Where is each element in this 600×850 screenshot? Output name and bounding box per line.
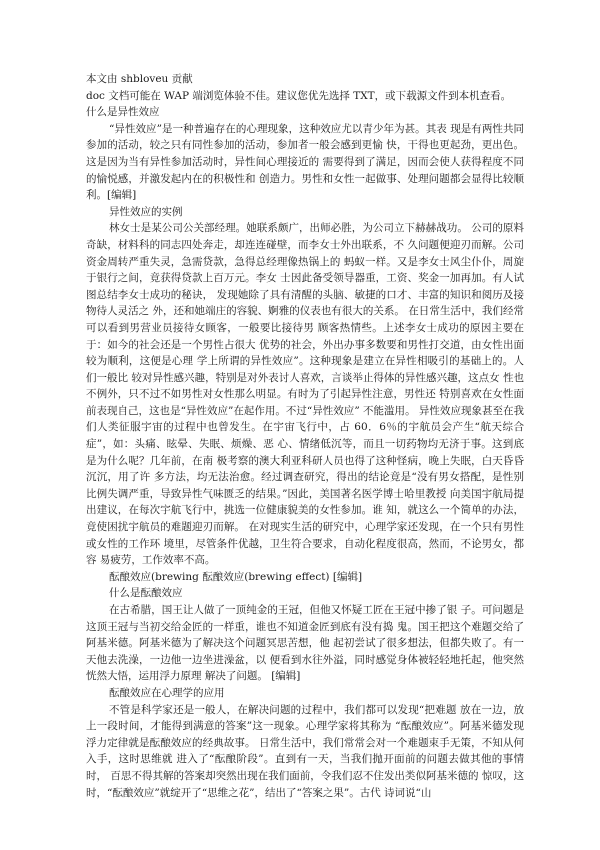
- document-body: [86, 71, 524, 801]
- paragraph-archimedes-story: [86, 602, 524, 685]
- section-heading-opposite-sex-examples: 异性效应的实例: [109, 205, 183, 218]
- edit-link[interactable]: [编辑]: [107, 189, 137, 202]
- contributor-line: 本文由 shbloveu 贡献: [86, 73, 193, 85]
- paragraph-text: “异性效应”是一种普遍存在的心理现象，这种效应尤以青少年为甚。其表 现是有两性共同参加的活动，较之只有同性参加的活动，参加者一般会感到更愉 快，干得也更起劲，更出色。这是因为当有异性参加活动时，异性间心理接近的 需要得到了满足，因而会使人获得程度不同的愉悦感，并激发起内在的积极性和 创造力。男性和女性一起做事、处理问题都会显得比较顺利。: [86, 122, 524, 202]
- paragraph-brewing-effect-application: 不管是科学家还是一般人，在解决问题的过程中，我们都可以发现“把难题 放在一边，放上一段时间，才能得到满意的答案”这一现象。心理学家将其称为 “酝酿效应”。阿基米德发现浮力定律就是酝酿效应的经典故事。 日常生活中，我们常常会对一个难题束手无策，不知从何入手，这时思维就 进入了“酝酿阶段”。直到有一天，当我们抛开面前的问题去做其他的事情时， 百思不得其解的答案却突然出现在我们面前，令我们忍不住发出类似阿基米德的 惊叹，这时，“酝酿效应”就绽开了“思维之花”，结出了“答案之果”。古代 诗词说“山: [86, 703, 524, 799]
- heading-text: 酝酿效应(brewing 酝酿效应(brewing effect): [109, 570, 330, 583]
- section-heading-brewing-effect-psychology: 酝酿效应在心理学的应用: [109, 686, 225, 699]
- paragraph-opposite-sex-effect-definition: [86, 121, 524, 204]
- section-heading-what-is-brewing-effect: 什么是酝酿效应: [109, 587, 183, 600]
- section-heading-brewing-effect: [86, 569, 524, 586]
- edit-link[interactable]: [编辑]: [332, 570, 363, 583]
- paragraph-opposite-sex-examples: 林女士是某公司公关部经理。她联系颇广，出师必胜，为公司立下赫赫战功。 公司的原料奇缺，材料科的同志四处奔走，却连连碰壁，而李女士外出联系，不 久问题便迎刃而解。公司资金周转严重失灵，急需贷款，急得总经理像热锅上的 蚂蚁一样。又是李女士风尘仆仆，周旋于银行之间，竟获得贷款上百万元。李女 士因此备受领导器重，工资、奖金一加再加。有人试图总结李女士成功的秘诀， 发现她除了具有清醒的头脑、敏捷的口才、丰富的知识和阅历及接物待人灵活之 外，还和她端庄的容貌、婀雅的仪表也有很大的关系。 在日常生活中，我们经常可以看到男营业员接待女顾客，一般要比接待男 顾客热情些。上述李女士成功的原因主要在于：如今的社会还是一个男性占很大 优势的社会，外出办事多数要和男性打交道，由女性出面较为顺利，这便是心理 学上所谓的异性效应”。这种现象是建立在异性相吸引的基础上的。人们一般比 较对异性感兴趣，特别是对外表讨人喜欢，言谈举止得体的异性感兴趣，这点女 性也不例外，只不过不如男性对女性那么明显。有时为了引起异性注意，男性还 特别喜欢在女性面前表现自己，这也是“异性效应”在起作用。不过“异性效应” 不能滥用。 异性效应现象甚至在我们人类征服宇宙的过程中也曾发生。在宇宙飞行中，占 60．6％的宇航员会产生“航天综合症”，如：头痛、眩晕、失眠、烦燥、恶 心、情绪低沉等，而且一切药物均无济于事。这到底是为什么呢？几年前，在南 极考察的澳大利亚科研人员也得了这种怪病，晚上失眠，白天昏昏沉沉，用了许 多方法，均无法治愈。经过调查研究，得出的结论竟是“没有男女搭配，是性别 比例失调严重，导致异性气味匮乏的结果。”因此，美国著名医学博士哈里教授 向美国宇航局提出建议，在每次宇航飞行中，挑选一位健康貌美的女性参加。谁 知，就这么一个简单的办法，竟使困扰宇航员的难题迎刃而解。 在对现实生活的研究中，心理学家还发现，在一个只有男性或女性的工作环 境里，尽管条件优越，卫生符合要求，自动化程度很高，然而，不论男女，都容 易疲劳，工作效率不高。: [86, 222, 524, 567]
- paragraph-text: 在古希腊，国王让人做了一顶纯金的王冠，但他又怀疑工匠在王冠中掺了银 子。可问题是这顶王冠与当初交给金匠的一样重，谁也不知道金匠到底有没有捣 鬼。国王把这个难题交给了阿基米德。阿基米德为了解决这个问题冥思苦想，他 起初尝试了很多想法，但都失败了。有一天他去洗澡，一边他一边坐进澡盆，以 便看到水往外溢，同时感觉身体被轻轻地托起，他突然恍然大悟，运用浮力原理 解决了问题。: [86, 604, 524, 683]
- format-notice: doc 文档可能在 WAP 端浏览体验不佳。建议您优先选择 TXT，或下载源文件到本机查看。: [86, 89, 512, 102]
- edit-link[interactable]: [编辑]: [271, 670, 301, 683]
- section-heading-what-is-opposite-sex-effect: 什么是异性效应: [86, 106, 160, 119]
